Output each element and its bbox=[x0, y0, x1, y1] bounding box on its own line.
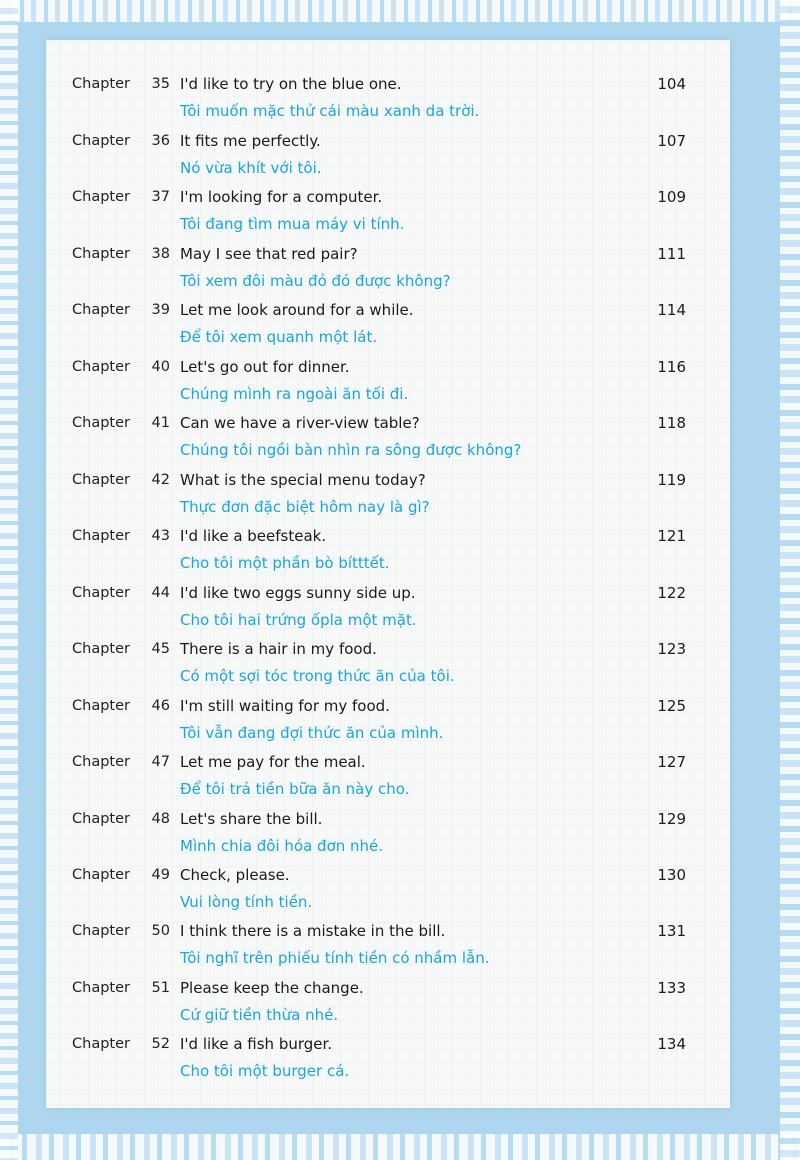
page-number: 125 bbox=[657, 697, 686, 715]
chapter-label: Chapter bbox=[72, 246, 130, 262]
toc-entry[interactable] bbox=[46, 526, 730, 582]
english-title: I'd like a fish burger. bbox=[180, 1035, 333, 1053]
toc-entry[interactable] bbox=[46, 74, 730, 130]
english-title: I'm looking for a computer. bbox=[180, 188, 383, 206]
chapter-label: Chapter bbox=[72, 528, 130, 544]
chapter-label: Chapter bbox=[72, 641, 130, 657]
page-number: 134 bbox=[657, 1035, 686, 1053]
page-number: 127 bbox=[657, 753, 686, 771]
toc-entry[interactable] bbox=[46, 131, 730, 187]
frame-edge-right bbox=[780, 0, 800, 1160]
english-title: Let's share the bill. bbox=[180, 810, 323, 828]
vietnamese-title: Cho tôi hai trứng ốpla một mặt. bbox=[180, 611, 417, 629]
chapter-label: Chapter bbox=[72, 811, 130, 827]
toc-entry[interactable] bbox=[46, 1034, 730, 1090]
page-number: 109 bbox=[657, 188, 686, 206]
toc-entry[interactable] bbox=[46, 921, 730, 977]
toc-entry[interactable] bbox=[46, 639, 730, 695]
page-number: 123 bbox=[657, 640, 686, 658]
english-title: It fits me perfectly. bbox=[180, 132, 321, 150]
chapter-label: Chapter bbox=[72, 472, 130, 488]
chapter-label: Chapter bbox=[72, 867, 130, 883]
chapter-number: 37 bbox=[151, 189, 170, 205]
vietnamese-title: Tôi xem đôi màu đỏ đó được không? bbox=[180, 272, 451, 290]
frame-edge-top bbox=[0, 0, 800, 22]
page-number: 122 bbox=[657, 584, 686, 602]
english-title: Check, please. bbox=[180, 866, 290, 884]
english-title: I'd like to try on the blue one. bbox=[180, 75, 402, 93]
chapter-label: Chapter bbox=[72, 302, 130, 318]
chapter-number: 46 bbox=[151, 698, 170, 714]
english-title: I'd like a beefsteak. bbox=[180, 527, 327, 545]
chapter-label: Chapter bbox=[72, 923, 130, 939]
vietnamese-title: Cho tôi một phần bò bítttết. bbox=[180, 554, 390, 572]
page-number: 118 bbox=[657, 414, 686, 432]
page-number: 121 bbox=[657, 527, 686, 545]
vietnamese-title: Tôi nghĩ trên phiếu tính tiền có nhầm lẫn. bbox=[180, 949, 490, 967]
chapter-number: 44 bbox=[151, 585, 170, 601]
chapter-number: 51 bbox=[151, 980, 170, 996]
vietnamese-title: Để tôi xem quanh một lát. bbox=[180, 328, 378, 346]
vietnamese-title: Chúng tôi ngồi bàn nhìn ra sông được không? bbox=[180, 441, 522, 459]
chapter-label: Chapter bbox=[72, 754, 130, 770]
vietnamese-title: Có một sợi tóc trong thức ăn của tôi. bbox=[180, 667, 455, 685]
vietnamese-title: Tôi muốn mặc thử cái màu xanh da trời. bbox=[180, 102, 480, 120]
english-title: I think there is a mistake in the bill. bbox=[180, 922, 446, 940]
chapter-label: Chapter bbox=[72, 698, 130, 714]
vietnamese-title: Vui lòng tính tiền. bbox=[180, 893, 313, 911]
english-title: Let me look around for a while. bbox=[180, 301, 414, 319]
toc-entry[interactable] bbox=[46, 470, 730, 526]
english-title: Let me pay for the meal. bbox=[180, 753, 366, 771]
chapter-number: 50 bbox=[151, 923, 170, 939]
chapter-number: 48 bbox=[151, 811, 170, 827]
page-number: 129 bbox=[657, 810, 686, 828]
english-title: I'm still waiting for my food. bbox=[180, 697, 390, 715]
vietnamese-title: Tôi vẫn đang đợi thức ăn của mình. bbox=[180, 724, 444, 742]
toc-entry[interactable] bbox=[46, 752, 730, 808]
page-number: 111 bbox=[657, 245, 686, 263]
chapter-number: 52 bbox=[151, 1036, 170, 1052]
english-title: May I see that red pair? bbox=[180, 245, 358, 263]
chapter-number: 41 bbox=[151, 415, 170, 431]
frame-edge-left bbox=[0, 0, 18, 1160]
chapter-label: Chapter bbox=[72, 980, 130, 996]
chapter-label: Chapter bbox=[72, 189, 130, 205]
page-number: 133 bbox=[657, 979, 686, 997]
toc-entry[interactable] bbox=[46, 865, 730, 921]
toc-entry[interactable] bbox=[46, 357, 730, 413]
vietnamese-title: Nó vừa khít với tôi. bbox=[180, 159, 322, 177]
english-title: I'd like two eggs sunny side up. bbox=[180, 584, 416, 602]
page-number: 107 bbox=[657, 132, 686, 150]
chapter-number: 43 bbox=[151, 528, 170, 544]
chapter-number: 42 bbox=[151, 472, 170, 488]
vietnamese-title: Cứ giữ tiền thừa nhé. bbox=[180, 1006, 339, 1024]
chapter-number: 39 bbox=[151, 302, 170, 318]
chapter-number: 49 bbox=[151, 867, 170, 883]
chapter-number: 40 bbox=[151, 359, 170, 375]
toc-entry[interactable] bbox=[46, 696, 730, 752]
chapter-label: Chapter bbox=[72, 76, 130, 92]
vietnamese-title: Tôi đang tìm mua máy vi tính. bbox=[180, 215, 405, 233]
page-number: 104 bbox=[657, 75, 686, 93]
page-number: 119 bbox=[657, 471, 686, 489]
page-number: 114 bbox=[657, 301, 686, 319]
chapter-number: 38 bbox=[151, 246, 170, 262]
vietnamese-title: Thực đơn đặc biệt hôm nay là gì? bbox=[180, 498, 430, 516]
english-title: There is a hair in my food. bbox=[180, 640, 377, 658]
chapter-label: Chapter bbox=[72, 133, 130, 149]
page-number: 130 bbox=[657, 866, 686, 884]
english-title: Can we have a river-view table? bbox=[180, 414, 420, 432]
vietnamese-title: Cho tôi một burger cá. bbox=[180, 1062, 350, 1080]
page-number: 131 bbox=[657, 922, 686, 940]
chapter-label: Chapter bbox=[72, 415, 130, 431]
english-title: Please keep the change. bbox=[180, 979, 364, 997]
toc-entry[interactable] bbox=[46, 187, 730, 243]
chapter-number: 45 bbox=[151, 641, 170, 657]
chapter-number: 47 bbox=[151, 754, 170, 770]
toc-entry[interactable] bbox=[46, 809, 730, 865]
frame-edge-bottom bbox=[0, 1134, 800, 1160]
toc-entry[interactable] bbox=[46, 300, 730, 356]
chapter-label: Chapter bbox=[72, 1036, 130, 1052]
toc-entry[interactable] bbox=[46, 244, 730, 300]
chapter-number: 36 bbox=[151, 133, 170, 149]
chapter-label: Chapter bbox=[72, 359, 130, 375]
vietnamese-title: Mình chia đôi hóa đơn nhé. bbox=[180, 837, 384, 855]
toc-entry[interactable] bbox=[46, 413, 730, 469]
english-title: Let's go out for dinner. bbox=[180, 358, 350, 376]
vietnamese-title: Chúng mình ra ngoài ăn tối đi. bbox=[180, 385, 409, 403]
chapter-label: Chapter bbox=[72, 585, 130, 601]
vietnamese-title: Để tôi trả tiền bữa ăn này cho. bbox=[180, 780, 410, 798]
english-title: What is the special menu today? bbox=[180, 471, 426, 489]
toc-entry[interactable] bbox=[46, 978, 730, 1034]
toc-entry[interactable] bbox=[46, 583, 730, 639]
page-number: 116 bbox=[657, 358, 686, 376]
chapter-number: 35 bbox=[151, 76, 170, 92]
